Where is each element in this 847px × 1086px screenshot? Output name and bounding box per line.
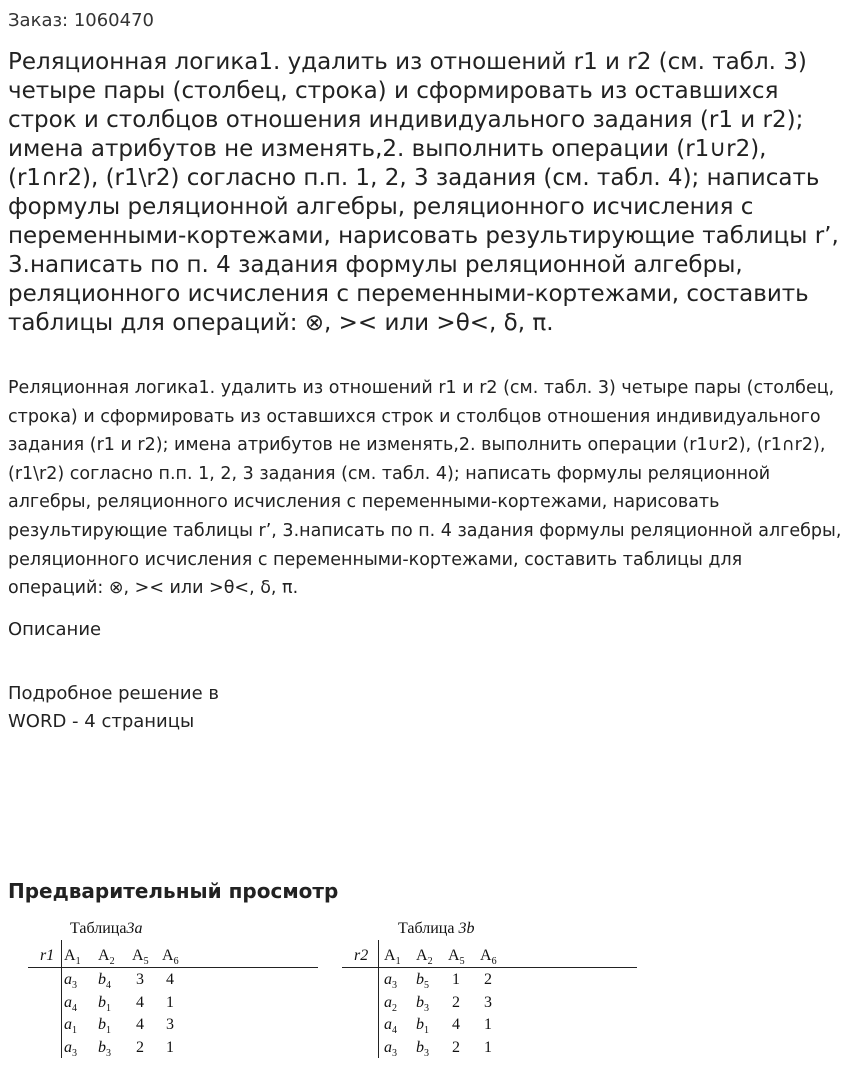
column-header: $A_6$: [480, 947, 497, 968]
table-cell: 3: [484, 993, 492, 1011]
task-text: Реляционная логика1. удалить из отношений r1 и r2 (см. табл. 3) четыре пары (столбец, строка) и сформировать из оставшихся строк и столбцов отношения индивидуального задания (r1 и r2); имена атрибутов не изменять,2. выполнить операции (r1∪r2), (r1∩r2), (r1\r2) согласно п.п. 1, 2, 3 задания (см. табл. 4); написать формулы реляционной алгебры, реляционного исчисления с переменными-кортежами, нарисовать результирующие таблицы r’, 3.написать по п. 4 задания формулы реляционной алгебры, реляционного исчисления с переменными-кортежами, составить таблицы для операций: ⊗, >< или >θ<, δ, π.: [8, 378, 842, 599]
table-cell: 1: [166, 1038, 174, 1056]
table-cell: $b_1$: [416, 1016, 429, 1037]
table-cell: 1: [452, 971, 460, 988]
preview-table-b: [342, 920, 638, 1060]
table-cell: $a_3$: [384, 1038, 397, 1059]
table-cell: $a_1$: [64, 1016, 77, 1037]
table-caption-number: 3b: [458, 920, 475, 937]
table-cell: $b_3$: [98, 1038, 111, 1059]
table-cell: $b_1$: [98, 993, 111, 1014]
table-cell: 3: [166, 1016, 174, 1033]
table-cell: $a_3$: [64, 1038, 77, 1059]
column-divider: [378, 940, 379, 1058]
table-cell: 4: [136, 1016, 144, 1033]
table-caption-number: 3a: [126, 920, 143, 937]
table-cell: 1: [484, 1038, 492, 1056]
table-cell: 4: [136, 993, 144, 1011]
column-header: $A_1$: [384, 947, 401, 968]
table-cell: 4: [166, 971, 174, 988]
column-header: $A_2$: [98, 947, 115, 968]
column-divider: [61, 940, 62, 1058]
table-cell: $a_2$: [384, 993, 397, 1014]
table-cell: $b_4$: [98, 971, 111, 992]
description-label: Описание: [8, 619, 102, 640]
table-cell: $b_1$: [98, 1016, 111, 1037]
table-cell: 2: [484, 971, 492, 988]
page-title: Реляционная логика1. удалить из отношений r1 и r2 (см. табл. 3) четыре пары (столбец, строка) и сформировать из оставшихся строк и столбцов отношения индивидуального задания (r1 и r2); имена атрибутов не изменять,2. выполнить операции (r1∪r2), (r1∩r2), (r1\r2) согласно п.п. 1, 2, 3 задания (см. табл. 4); написать формулы реляционной алгебры, реляционного исчисления с переменными-кортежами, нарисовать результирующие таблицы r’, 3.написать по п. 4 задания формулы реляционной алгебры, реляционного исчисления с переменными-кортежами, составить таблицы для операций: ⊗, >< или >θ<, δ, π.: [8, 49, 839, 336]
table-cell: $b_5$: [416, 971, 429, 992]
column-header: $A_2$: [416, 947, 433, 968]
table-cell: $b_3$: [416, 993, 429, 1014]
order-number: Заказ: 1060470: [8, 10, 154, 31]
relation-name: r1: [40, 947, 55, 964]
column-header: $A_1$: [64, 947, 81, 968]
table-cell: 4: [452, 1016, 460, 1033]
table-caption: [398, 920, 474, 938]
table-cell: 1: [166, 993, 174, 1011]
preview-table-a: [28, 920, 320, 1060]
table-cell: 3: [136, 971, 144, 988]
table-cell: $a_3$: [64, 971, 77, 992]
table-caption-text: Таблица: [398, 920, 455, 937]
table-cell: 2: [452, 993, 460, 1011]
table-cell: $a_4$: [384, 1016, 397, 1037]
table-cell: 1: [484, 1016, 492, 1033]
relation-name: r2: [354, 947, 369, 964]
column-header: $A_5$: [132, 947, 149, 968]
table-cell: $a_4$: [64, 993, 77, 1014]
table-cell: $a_3$: [384, 971, 397, 992]
table-cell: $b_3$: [416, 1038, 429, 1059]
table-caption-text: Таблица: [70, 920, 127, 937]
table-caption: [70, 920, 142, 938]
table-cell: 2: [136, 1038, 144, 1056]
column-header: $A_5$: [448, 947, 465, 968]
column-header: $A_6$: [162, 947, 179, 968]
description-text: Подробное решение в WORD - 4 страницы: [8, 683, 220, 732]
preview-title: Предварительный просмотр: [8, 879, 339, 903]
table-cell: 2: [452, 1038, 460, 1056]
